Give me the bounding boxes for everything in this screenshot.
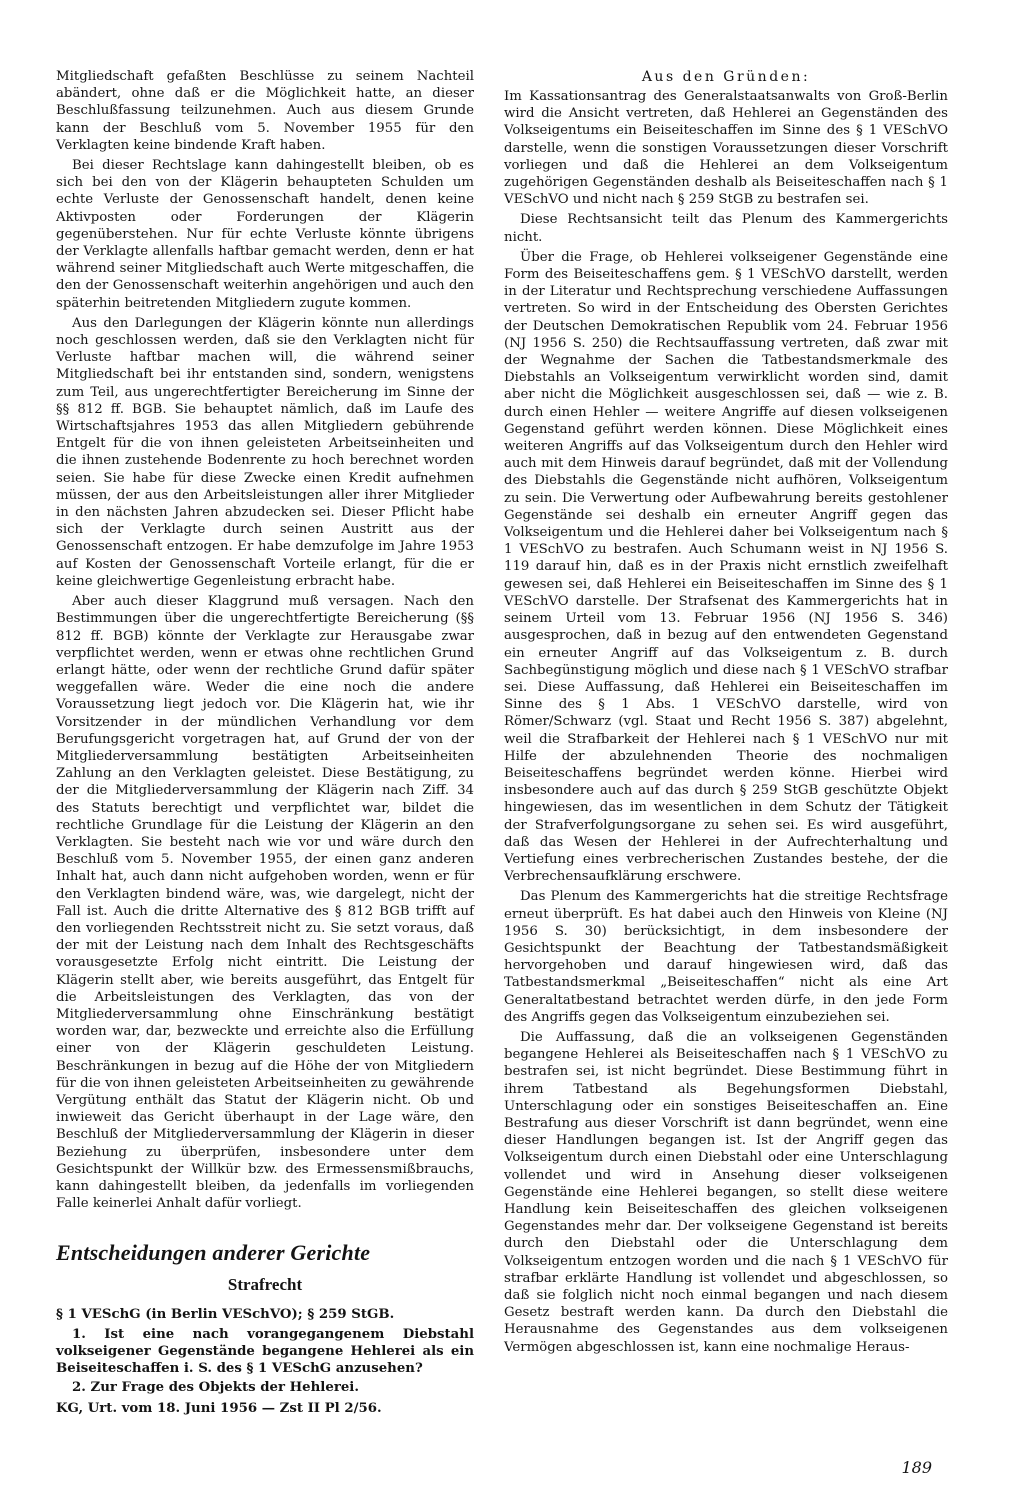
paragraph: Bei dieser Rechtslage kann dahingestellt bleiben, ob es sich bei den von der Klägerin behaupteten Schulden um echte Verluste der Genossenschaft handelt, denen keine Aktivposten oder Forderungen der Klägerin gegenüberstehen. Nur für echte Verluste könnte übrigens der Verklagte allenfalls haftbar gemacht werden, denn er hat während seiner Mitgliedschaft auch Werte mitgeschaffen, die den der Genossenschaft weiterhin angehörigen und auch den späterhin beitretenden Mitgliedern zugute kommen. (56, 158, 474, 311)
paragraph: Diese Rechtsansicht teilt das Plenum des Kammergerichts nicht. (504, 212, 948, 245)
statute-line: § 1 VESchG (in Berlin VESchVO); § 259 StGB. (56, 1307, 395, 1323)
case-citation: KG, Urt. vom 18. Juni 1956 — Zst II Pl 2/56. (56, 1401, 382, 1417)
paragraph: Die Auffassung, daß die an volkseigenen Gegenständen begangene Hehlerei als Beiseiteschaffen nach § 1 VESchVO zu bestrafen sei, ist nicht begründet. Diese Bestimmung führt in ihrem Tatbestand als Begehungsformen Diebstahl, Unterschlagung oder ein sonstiges Beiseiteschaffen an. Eine Bestrafung aus dieser Vorschrift ist dann begründet, wenn eine dieser Handlungen begangen ist. Ist der Angriff gegen das Volkseigentum durch einen Diebstahl oder eine Unterschlagung vollendet und wird in Ansehung dieser volkseigenen Gegenstände eine Hehlerei begangen, so stellt diese weitere Handlung kein Beiseiteschaffen des gleichen volkseigenen Gegenstandes mehr dar. Der volkseigene Gegenstand ist bereits durch den Diebstahl oder die Unterschlagung dem Volkseigentum entzogen worden und die nach § 1 VESchVO für strafbar erklärte Handlung ist vollendet und abgeschlossen, so daß sie folglich nicht noch einmal begangen und nach diesem Gesetz bestraft werden kann. Da durch den Diebstahl die Herausnahme des Gegenstandes aus dem volkseigenen Vermögen abgeschlossen ist, kann eine nochmalige Heraus- (504, 1029, 948, 1355)
paragraph: Aber auch dieser Klaggrund muß versagen. Nach den Bestimmungen über die ungerechtfertigte Bereicherung (§§ 812 ff. BGB) könnte der Verklagte zur Herausgabe zwar verpflichtet werden, wenn er etwas ohne rechtlichen Grund erlangt hätte, oder wenn der rechtliche Grund dafür später weggefallen wäre. Weder die eine noch die andere Voraussetzung liegt jedoch vor. Die Klägerin hat, wie ihr Vorsitzender in der mündlichen Verhandlung vor dem Berufungsgericht vorgetragen hat, auf Grund der von der Mitgliederversammlung bestätigten Arbeitseinheiten Zahlung an den Verklagten geleistet. Diese Bestätigung, zu der die Mitgliederversammlung der Klägerin nach Ziff. 34 des Statuts berechtigt und verpflichtet war, bildet die rechtliche Grundlage für die Leistung der Klägerin an den Verklagten. Sie besteht nach wie vor und wäre durch den Beschluß vom 5. November 1955, der einen ganz anderen Inhalt hat, auch dann nicht aufgehoben worden, wenn er für den Verklagten bindend wäre, was, wie dargelegt, nicht der Fall ist. Auch die dritte Alternative des § 812 BGB trifft auf den vorliegenden Rechtsstreit nicht zu. Sie setzt voraus, daß der mit der Leistung nach dem Inhalt des Rechtsgeschäfts vorausgesetzte Erfolg nicht eintritt. Die Leistung der Klägerin stellt aber, wie bereits ausgeführt, das Entgelt für die Arbeitsleistungen des Verklagten, das von der Mitgliederversammlung ohne Einschränkung bestätigt worden war, dar, bezweckte und erreichte also die Erfüllung einer von der Klägerin geschuldeten Leistung. Beschränkungen in bezug auf die Höhe der von Mitgliedern für die von ihnen geleisteten Arbeitseinheiten zu gewährende Vergütung enthält das Statut der Klägerin nicht. Ob und inwieweit das Gericht überhaupt in der Lage wäre, den Beschluß der Mitgliederversammlung der Klägerin in dieser Beziehung zu überprüfen, insbesondere unter dem Gesichtspunkt der Willkür bzw. des Ermessensmißbrauchs, kann dahingestellt bleiben, da jedenfalls im vorliegenden Falle keinerlei Anhalt dafür vorliegt. (56, 594, 474, 1212)
reasons-heading: Aus den Gründen: (641, 69, 811, 85)
paragraph: Aus den Darlegungen der Klägerin könnte nun allerdings noch geschlossen werden, daß sie den Verklagten nicht für Verluste haftbar machen will, die während seiner Mitgliedschaft bei ihr entstanden sind, sondern, wenigstens zum Teil, aus ungerechtfertigter Bereicherung im Sinne der §§ 812 ff. BGB. Sie behauptet nämlich, daß im Laufe des Wirtschaftsjahres 1953 das allen Mitgliedern gebührende Entgelt für die von ihnen geleisteten Arbeitseinheiten und die ihnen zustehende Bodenrente zu hoch berechnet worden seien. Sie habe für diese Zwecke einen Kredit aufnehmen müssen, der aus den Arbeitsleistungen aller ihrer Mitglieder in den nächsten Jahren abzudecken sei. Dieser Pflicht habe sich der Verklagte durch seinen Austritt aus der Genossenschaft entzogen. Er habe demzufolge im Jahre 1953 auf Kosten der Genossenschaft Vorteile erlangt, für die er keine gleichwertige Gegenleistung erbracht habe. (56, 315, 474, 589)
section-other-courts (56, 1238, 474, 1417)
paragraph: Mitgliedschaft gefaßten Beschlüsse zu seinem Nachteil abändert, ohne daß er die Möglichkeit hatte, an dieser Beschlußfassung teilzunehmen. Auch aus diesem Grunde kann der Beschluß vom 5. November 1955 für den Verklagten keine bindende Kraft haben. (56, 69, 474, 153)
headnote-2: 2. Zur Frage des Objekts der Hehlerei. (72, 1380, 359, 1396)
right-column (504, 68, 948, 1356)
paragraph: Das Plenum des Kammergerichts hat die streitige Rechtsfrage erneut überprüft. Es hat dabei auch den Hinweis von Kleine (NJ 1956 S. 30) berücksichtigt, in dem insbesondere der Gesichtspunkt der Beachtung der Tatbestandsmäßigkeit hervorgehoben und darauf hingewiesen wird, daß das Tatbestandsmerkmal „Beiseiteschaffen“ nicht als eine Art Generaltatbestand betrachtet werden dürfe, in den jede Form des Angriffs gegen das Volkseigentum einzubeziehen sei. (504, 889, 948, 1025)
section-title: Entscheidungen anderer Gerichte (56, 1240, 371, 1266)
headnote-1: 1. Ist eine nach vorangegangenem Diebstahl volkseigener Gegenstände begangene Hehlerei als ein Beiseiteschaffen i. S. des § 1 VESchG anzusehen? (56, 1326, 474, 1377)
section-subtitle: Strafrecht (227, 1275, 303, 1295)
left-column (56, 68, 474, 1418)
paragraph: Über die Frage, ob Hehlerei volkseigener Gegenstände eine Form des Beiseiteschaffens gem. § 1 VESchVO darstellt, werden in der Literatur und Rechtsprechung verschiedene Auffassungen vertreten. So wird in der Entscheidung des Obersten Gerichtes der Deutschen Demokratischen Republik vom 24. Februar 1956 (NJ 1956 S. 250) die Rechtsauffassung vertreten, daß zwar mit der Wegnahme der Sachen die Tatbestandsmerkmale des Diebstahls an Volkseigentum verwirklicht worden sind, damit aber nicht die Möglichkeit ausgeschlossen sei, daß — wie z. B. durch einen Hehler — weitere Angriffe auf diesen volkseigenen Gegenstand geführt werden können. Diese Möglichkeit eines weiteren Angriffs auf das Volkseigentum durch den Hehler wird auch mit dem Hinweis darauf begründet, daß mit der Vollendung des Diebstahls die Gegenstände nicht aufhören, Volkseigentum zu sein. Die Verwertung oder Aufbewahrung bereits gestohlener Gegenstände sei deshalb ein erneuter Angriff gegen das Volkseigentum und die Hehlerei daher bei Volkseigentum nach § 1 VESchVO zu bestrafen. Auch Schumann weist in NJ 1956 S. 119 darauf hin, daß es in der Praxis nicht ernstlich zweifelhaft gewesen sei, daß Hehlerei ein Beiseiteschaffen im Sinne des § 1 VESchVO darstelle. Der Strafsenat des Kammergerichts hat in seinem Urteil vom 13. Februar 1956 (NJ 1956 S. 346) ausgesprochen, daß in bezug auf den entwendeten Gegenstand ein erneuter Angriff auf das Volkseigentum z. B. durch Sachbegünstigung möglich und diese nach § 1 VESchVO strafbar sei. Diese Auffassung, daß Hehlerei ein Beiseiteschaffen im Sinne des § 1 Abs. 1 VESchVO darstelle, wird von Römer/Schwarz (vgl. Staat und Recht 1956 S. 387) abgelehnt, weil die Strafbarkeit der Hehlerei nach § 1 VESchVO nur mit Hilfe der abzulehnenden Theorie des nochmaligen Beiseiteschaffens begründet werden könne. Hierbei wird insbesondere auch auf das durch § 259 StGB geschützte Objekt hingewiesen, das im wesentlichen in dem Schutz der Tätigkeit der Strafverfolgungsorgane zu sehen sei. Es wird ausgeführt, daß das Wesen der Hehlerei in der Aufrechterhaltung und Vertiefung eines verbrecherischen Zustandes bestehe, der die Verbrechensaufklärung erschwere. (504, 249, 948, 885)
page-number: 189 (901, 1458, 932, 1477)
paragraph: Im Kassationsantrag des Generalstaatsanwalts von Groß-Berlin wird die Ansicht vertreten, daß Hehlerei an Gegenständen des Volkseigentums ein Beiseiteschaffen im Sinne des § 1 VESchVO darstelle, wenn die sonstigen Voraussetzungen dieser Vorschrift vorliegen und daß die Hehlerei an dem Volkseigentum zugehörigen Gegenständen deshalb als Beiseiteschaffen nach § 1 VESchVO und nicht nach § 259 StGB zu bestrafen sei. (504, 89, 948, 208)
